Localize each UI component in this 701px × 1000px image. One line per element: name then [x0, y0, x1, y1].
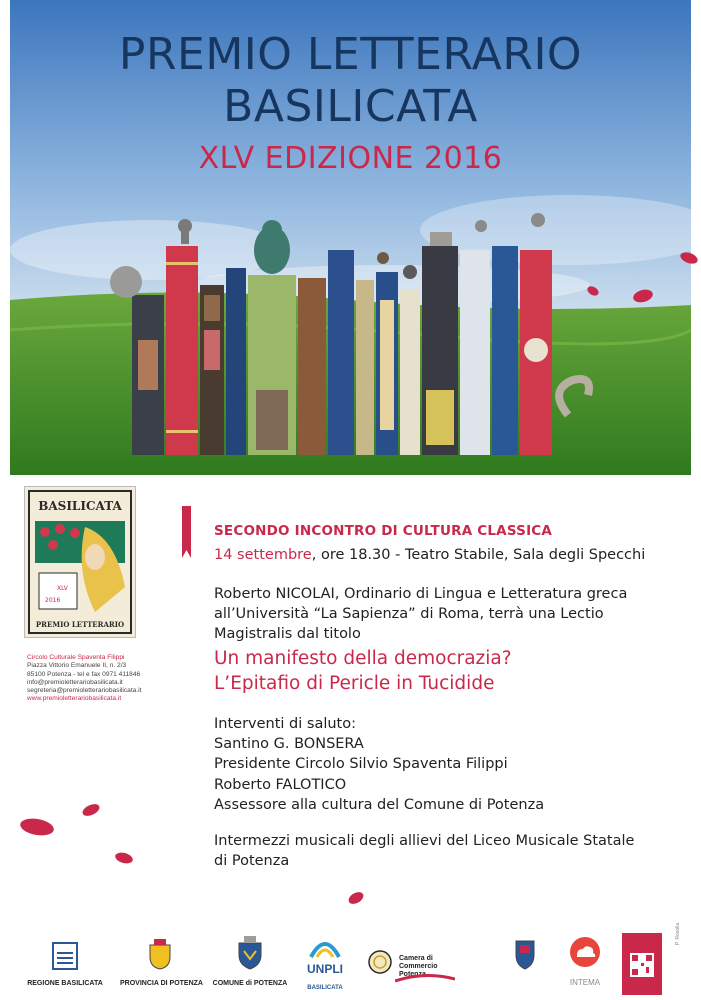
unpli-arc-icon: [307, 935, 343, 959]
lectio-line: Un manifesto della democrazia?: [214, 648, 512, 669]
bookmark-ribbon-icon: [182, 506, 191, 558]
logo-camera-commercio[interactable]: [365, 935, 460, 995]
organizer-email-1[interactable]: info@premioletterariobasilicata.it: [27, 678, 123, 686]
comune-crest-icon: [235, 935, 265, 971]
music-line: di Potenza: [214, 853, 290, 870]
greetings-line: Interventi di saluto:: [214, 716, 356, 732]
greetings-line: Roberto FALOTICO: [214, 776, 347, 793]
title-line-2: BASILICATA: [223, 81, 478, 132]
organizer-block: [27, 654, 207, 704]
design-credit: P. Rosolia: [675, 922, 681, 945]
event-time-place: , ore 18.30 - Teatro Stabile, Sala degli Specchi: [311, 547, 646, 563]
cover-top-text: BASILICATA: [38, 499, 122, 513]
organizer-address-2: 85100 Potenza - tel e fax 0971 411846: [27, 670, 141, 678]
cover-bottom-text: PREMIO LETTERARIO: [35, 620, 125, 629]
organizer-address-1: Piazza Vittorio Emanuele II, n. 2/3: [27, 662, 127, 670]
speaker-line: Magistralis dal titolo: [214, 626, 361, 642]
logo-comune-label: COMUNE di POTENZA: [212, 980, 288, 987]
greetings-line: Presidente Circolo Silvio Spaventa Filippi: [214, 756, 508, 773]
event-datetime: [214, 547, 645, 563]
camera-label: Camera di Commercio: [399, 955, 438, 970]
intema-cloud-icon: [568, 935, 602, 969]
organizer-website[interactable]: www.premioletterariobasilicata.it: [27, 695, 122, 703]
logo-regione-label: REGIONE BASILICATA: [27, 980, 103, 987]
organizer-email-2[interactable]: segreteria@premioletterariobasilicata.it: [27, 687, 142, 695]
poster-cover-thumbnail: [24, 486, 136, 638]
lectio-title: [214, 646, 684, 696]
logo-comune-potenza[interactable]: [210, 935, 290, 995]
speaker-line: all’Università “La Sapienza” di Roma, terrà una Lectio: [214, 606, 604, 622]
qr-code-icon[interactable]: [622, 933, 662, 995]
camera-seal-icon: [367, 949, 393, 975]
camera-swoosh-icon: [395, 973, 455, 983]
coat-of-arms-icon: [513, 935, 537, 971]
logo-regional-coat[interactable]: [505, 935, 545, 995]
petal-icon: [347, 890, 366, 907]
logo-provincia-potenza[interactable]: [120, 935, 203, 995]
logo-unpli[interactable]: [295, 935, 355, 995]
camera-city: Potenza: [399, 971, 426, 978]
sponsor-logos: [20, 935, 680, 995]
logo-intema[interactable]: [560, 935, 610, 995]
music-line: Intermezzi musicali degli allievi del Liceo Musicale Statale: [214, 833, 635, 849]
petal-icon: [114, 851, 134, 865]
music-block: [214, 831, 684, 871]
cover-badge: XLV: [57, 585, 68, 592]
title-line-1: PREMIO LETTERARIO: [118, 29, 583, 80]
greetings-line: Santino G. BONSERA: [214, 736, 364, 753]
regione-emblem-icon: [45, 941, 85, 971]
speaker-paragraph: [214, 584, 684, 644]
event-kicker: SECONDO INCONTRO DI CULTURA CLASSICA: [214, 523, 553, 539]
greetings-line: Assessore alla cultura del Comune di Potenza: [214, 796, 545, 813]
provincia-crest-icon: [145, 937, 175, 971]
greetings-block: [214, 714, 684, 815]
petal-icon: [81, 802, 102, 819]
event-date: 14 settembre: [214, 547, 312, 563]
edition-label: XLV EDIZIONE 2016: [198, 141, 503, 176]
petal-icon: [19, 816, 55, 838]
logo-provincia-label: PROVINCIA DI POTENZA: [120, 980, 203, 987]
unpli-sub-label: BASILICATA: [307, 985, 343, 991]
intema-label: INTEMA: [569, 978, 601, 987]
cover-year: 2016: [45, 597, 61, 604]
organizer-name: Circolo Culturale Spaventa Filippi: [27, 654, 125, 661]
lectio-line: L’Epitafio di Pericle in Tucidide: [214, 673, 495, 694]
unpli-wordmark: UNPLI: [307, 962, 343, 976]
logo-regione-basilicata[interactable]: [25, 935, 105, 995]
speaker-line: Roberto NICOLAI, Ordinario di Lingua e Letteratura greca: [214, 586, 628, 602]
